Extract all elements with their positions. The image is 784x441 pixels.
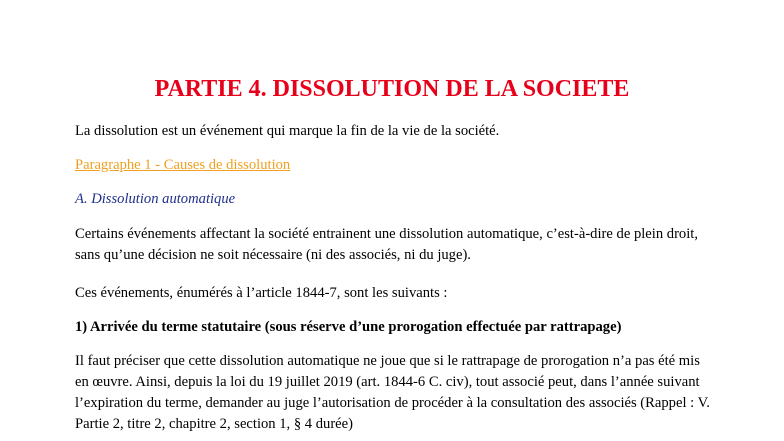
paragraph-prorogation: Il faut préciser que cette dissolution automatique ne joue que si le rattrapage de prorogation n’a pas été mis en œuvre. Ainsi, depuis la loi du 19 juillet 2019 (art. 1844-6 C. civ), tout associé peut, dans l’année suivant l’expiration du terme, demander au juge l’autorisation de procéder à la consultation des associés (Rappel : V. Partie 2, titre 2, chapitre 2, section 1, § 4 durée) — [75, 353, 710, 432]
bold-heading-terme-statutaire: 1) Arrivée du terme statutaire (sous réserve d’une prorogation effectuée par rattrapage) — [75, 319, 622, 335]
intro-paragraph: La dissolution est un événement qui marque la fin de la vie de la société. — [75, 123, 500, 139]
subheading-dissolution-automatique: A. Dissolution automatique — [75, 191, 236, 207]
paragraph-events: Certains événements affectant la société entrainent une dissolution automatique, c’est-à-dire de plein droit, sans qu’une décision ne soit nécessaire (ni des associés, ni du juge). — [75, 226, 698, 263]
section-link-causes[interactable]: Paragraphe 1 - Causes de dissolution — [75, 157, 291, 173]
page-title: PARTIE 4. DISSOLUTION DE LA SOCIETE — [154, 76, 630, 102]
paragraph-list-intro: Ces événements, énumérés à l’article 1844-7, sont les suivants : — [75, 285, 448, 301]
